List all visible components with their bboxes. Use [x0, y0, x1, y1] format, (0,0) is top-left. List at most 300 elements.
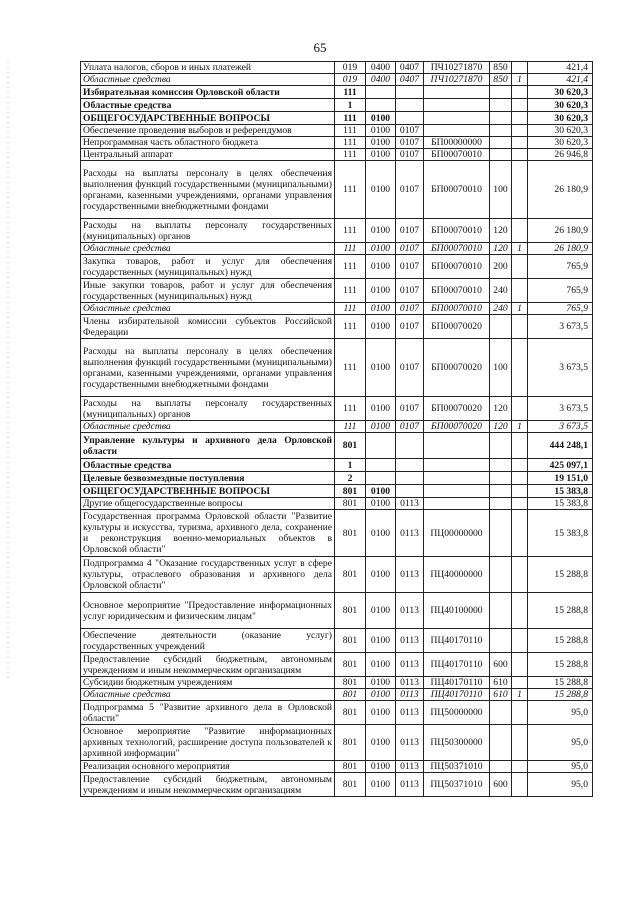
cell-vr: [490, 433, 512, 459]
cell-csr: ПЦ40000000: [424, 557, 490, 593]
cell-name: Субсидии бюджетным учреждениям: [81, 677, 335, 689]
cell-name: Уплата налогов, сборов и иных платежей: [81, 62, 335, 74]
table-row: [81, 498, 593, 510]
cell-name: Члены избирательной комиссии субъектов Российской Федерации: [81, 315, 335, 339]
cell-vr: [490, 485, 512, 498]
cell-podrazdel: [396, 472, 424, 485]
cell-vr: 600: [490, 653, 512, 677]
cell-vr: 120: [490, 397, 512, 421]
cell-amount: 15 383,8: [528, 498, 593, 510]
cell-podrazdel: 0113: [396, 761, 424, 773]
cell-podrazdel: [396, 112, 424, 125]
cell-src: [512, 593, 528, 629]
cell-vr: 200: [490, 255, 512, 279]
cell-podrazdel: 0113: [396, 510, 424, 557]
cell-podrazdel: 0107: [396, 303, 424, 315]
cell-razdel: 0100: [366, 339, 396, 397]
cell-vr: [490, 86, 512, 99]
cell-src: [512, 112, 528, 125]
cell-vr: 850: [490, 74, 512, 86]
cell-src: [512, 701, 528, 725]
cell-name: Обеспечение проведения выборов и референдумов: [81, 125, 335, 137]
cell-razdel: 0100: [366, 421, 396, 433]
cell-csr: [424, 86, 490, 99]
cell-razdel: 0100: [366, 485, 396, 498]
cell-amount: 15 288,8: [528, 557, 593, 593]
cell-ved: 019: [335, 62, 366, 74]
cell-name: Расходы на выплаты персоналу в целях обеспечения выполнения функций государственными (муниципальными) органами, казенными учреждениями, органами управления государственными внебюджетными фондами: [81, 161, 335, 219]
table-row: [81, 62, 593, 74]
cell-name: Иные закупки товаров, работ и услуг для обеспечения государственных (муниципальных) нужд: [81, 279, 335, 303]
cell-razdel: [366, 472, 396, 485]
cell-name: Областные средства: [81, 74, 335, 86]
cell-razdel: 0100: [366, 689, 396, 701]
cell-ved: 801: [335, 773, 366, 797]
page-number: 65: [313, 40, 327, 55]
table-row: [81, 315, 593, 339]
cell-podrazdel: [396, 459, 424, 472]
cell-csr: БП00070010: [424, 219, 490, 243]
cell-ved: 111: [335, 255, 366, 279]
cell-ved: 111: [335, 279, 366, 303]
table-row: [81, 243, 593, 255]
cell-amount: 15 288,8: [528, 689, 593, 701]
cell-name: Основное мероприятие "Предоставление информационных услуг юридическим и физическим лицам": [81, 593, 335, 629]
cell-name: ОБЩЕГОСУДАРСТВЕННЫЕ ВОПРОСЫ: [81, 485, 335, 498]
cell-vr: [490, 315, 512, 339]
cell-vr: [490, 472, 512, 485]
cell-amount: 15 288,8: [528, 629, 593, 653]
cell-podrazdel: 0107: [396, 219, 424, 243]
cell-podrazdel: 0107: [396, 255, 424, 279]
cell-vr: [490, 498, 512, 510]
cell-vr: 600: [490, 773, 512, 797]
cell-amount: 765,9: [528, 255, 593, 279]
cell-podrazdel: 0113: [396, 701, 424, 725]
cell-csr: ПЦ50371010: [424, 761, 490, 773]
cell-ved: 2: [335, 472, 366, 485]
table-row: [81, 219, 593, 243]
cell-name: Управление культуры и архивного дела Орловской области: [81, 433, 335, 459]
cell-name: Предоставление субсидий бюджетным, автономным учреждениям и иным некоммерческим организациям: [81, 773, 335, 797]
cell-src: [512, 761, 528, 773]
cell-name: ОБЩЕГОСУДАРСТВЕННЫЕ ВОПРОСЫ: [81, 112, 335, 125]
table-row: [81, 485, 593, 498]
cell-razdel: 0100: [366, 629, 396, 653]
cell-podrazdel: 0113: [396, 653, 424, 677]
cell-ved: 801: [335, 485, 366, 498]
cell-vr: [490, 593, 512, 629]
cell-name: Расходы на выплаты персоналу государственных (муниципальных) органов: [81, 219, 335, 243]
cell-src: [512, 629, 528, 653]
cell-amount: 15 288,8: [528, 593, 593, 629]
table-row: [81, 137, 593, 149]
cell-csr: [424, 433, 490, 459]
cell-csr: БП00070020: [424, 315, 490, 339]
table-row: [81, 303, 593, 315]
cell-razdel: 0100: [366, 243, 396, 255]
cell-razdel: 0100: [366, 677, 396, 689]
table-row: [81, 74, 593, 86]
cell-amount: 765,9: [528, 303, 593, 315]
cell-ved: 801: [335, 433, 366, 459]
cell-csr: ПЦ50300000: [424, 725, 490, 761]
cell-src: [512, 219, 528, 243]
cell-name: Областные средства: [81, 421, 335, 433]
cell-csr: ПЦ40170110: [424, 689, 490, 701]
cell-name: Предоставление субсидий бюджетным, автономным учреждениям и иным некоммерческим организациям: [81, 653, 335, 677]
cell-csr: [424, 459, 490, 472]
cell-src: [512, 459, 528, 472]
cell-podrazdel: [396, 433, 424, 459]
cell-ved: 801: [335, 653, 366, 677]
cell-csr: [424, 498, 490, 510]
cell-ved: 801: [335, 725, 366, 761]
cell-csr: [424, 472, 490, 485]
cell-podrazdel: 0107: [396, 315, 424, 339]
cell-name: Основное мероприятие "Развитие информационных архивных технологий, расширение доступа пользователей к архивной информации": [81, 725, 335, 761]
cell-ved: 801: [335, 761, 366, 773]
table-row: [81, 149, 593, 161]
cell-name: Областные средства: [81, 459, 335, 472]
cell-name: Подпрограмма 5 "Развитие архивного дела в Орловской области": [81, 701, 335, 725]
cell-vr: 100: [490, 339, 512, 397]
cell-csr: БП00000000: [424, 137, 490, 149]
cell-podrazdel: 0107: [396, 125, 424, 137]
cell-podrazdel: 0107: [396, 397, 424, 421]
cell-name: Другие общегосударственные вопросы: [81, 498, 335, 510]
cell-podrazdel: 0113: [396, 498, 424, 510]
cell-razdel: 0100: [366, 161, 396, 219]
cell-podrazdel: [396, 86, 424, 99]
cell-ved: 111: [335, 219, 366, 243]
cell-ved: 111: [335, 149, 366, 161]
cell-vr: 240: [490, 279, 512, 303]
cell-csr: [424, 99, 490, 112]
cell-amount: 95,0: [528, 725, 593, 761]
cell-src: 1: [512, 303, 528, 315]
cell-amount: 30 620,3: [528, 125, 593, 137]
cell-name: Подпрограмма 4 "Оказание государственных услуг в сфере культуры, отраслевого образования и архивного дела Орловской области": [81, 557, 335, 593]
cell-csr: ПЦ40100000: [424, 593, 490, 629]
cell-amount: 30 620,3: [528, 86, 593, 99]
table-row: [81, 112, 593, 125]
cell-vr: 850: [490, 62, 512, 74]
cell-vr: 610: [490, 689, 512, 701]
table-row: [81, 629, 593, 653]
cell-razdel: 0100: [366, 315, 396, 339]
cell-csr: ПЦ40170110: [424, 677, 490, 689]
cell-amount: 19 151,0: [528, 472, 593, 485]
cell-razdel: 0100: [366, 255, 396, 279]
cell-src: 1: [512, 243, 528, 255]
cell-amount: 26 180,9: [528, 161, 593, 219]
table-row: [81, 397, 593, 421]
cell-vr: [490, 125, 512, 137]
cell-name: Расходы на выплаты персоналу в целях обеспечения выполнения функций государственными (муниципальными) органами, казенными учреждениями, органами управления государственными внебюджетными фондами: [81, 339, 335, 397]
cell-ved: 1: [335, 459, 366, 472]
cell-ved: 801: [335, 701, 366, 725]
cell-csr: ПЦ00000000: [424, 510, 490, 557]
cell-vr: 100: [490, 161, 512, 219]
cell-src: [512, 149, 528, 161]
cell-amount: 30 620,3: [528, 99, 593, 112]
cell-podrazdel: 0113: [396, 629, 424, 653]
cell-name: Непрограммная часть областного бюджета: [81, 137, 335, 149]
cell-name: Центральный аппарат: [81, 149, 335, 161]
table-row: [81, 701, 593, 725]
cell-razdel: 0100: [366, 761, 396, 773]
cell-podrazdel: 0113: [396, 557, 424, 593]
cell-razdel: 0400: [366, 62, 396, 74]
cell-amount: 26 180,9: [528, 243, 593, 255]
budget-table-container: [80, 61, 592, 797]
cell-podrazdel: [396, 99, 424, 112]
cell-podrazdel: 0107: [396, 339, 424, 397]
cell-razdel: 0100: [366, 498, 396, 510]
cell-vr: [490, 761, 512, 773]
table-row: [81, 593, 593, 629]
cell-src: [512, 485, 528, 498]
cell-name: Расходы на выплаты персоналу государственных (муниципальных) органов: [81, 397, 335, 421]
cell-csr: ПЦ50371010: [424, 773, 490, 797]
cell-csr: БП00070010: [424, 303, 490, 315]
cell-src: [512, 125, 528, 137]
table-row: [81, 557, 593, 593]
cell-name: Реализация основного мероприятия: [81, 761, 335, 773]
cell-src: [512, 279, 528, 303]
table-row: [81, 86, 593, 99]
cell-csr: БП00070010: [424, 279, 490, 303]
cell-amount: 15 383,8: [528, 485, 593, 498]
cell-name: Областные средства: [81, 99, 335, 112]
cell-vr: 120: [490, 219, 512, 243]
cell-csr: [424, 112, 490, 125]
cell-amount: 30 620,3: [528, 112, 593, 125]
cell-podrazdel: 0107: [396, 161, 424, 219]
cell-src: [512, 62, 528, 74]
cell-podrazdel: 0113: [396, 725, 424, 761]
cell-amount: 95,0: [528, 773, 593, 797]
cell-src: 1: [512, 421, 528, 433]
cell-vr: [490, 137, 512, 149]
cell-amount: 421,4: [528, 62, 593, 74]
cell-podrazdel: 0407: [396, 74, 424, 86]
cell-razdel: [366, 86, 396, 99]
table-row: [81, 459, 593, 472]
cell-razdel: 0100: [366, 112, 396, 125]
cell-amount: 15 383,8: [528, 510, 593, 557]
cell-vr: [490, 510, 512, 557]
cell-podrazdel: 0113: [396, 593, 424, 629]
cell-amount: 425 097,1: [528, 459, 593, 472]
cell-csr: [424, 125, 490, 137]
cell-razdel: [366, 459, 396, 472]
cell-csr: ПЦ40170110: [424, 629, 490, 653]
cell-ved: 111: [335, 161, 366, 219]
cell-src: [512, 773, 528, 797]
cell-amount: 3 673,5: [528, 315, 593, 339]
table-row: [81, 279, 593, 303]
cell-ved: 801: [335, 593, 366, 629]
cell-csr: БП00070020: [424, 397, 490, 421]
cell-vr: [490, 629, 512, 653]
table-row: [81, 773, 593, 797]
cell-src: [512, 510, 528, 557]
cell-ved: 111: [335, 315, 366, 339]
cell-podrazdel: 0107: [396, 421, 424, 433]
cell-ved: 801: [335, 629, 366, 653]
cell-ved: 111: [335, 86, 366, 99]
cell-src: [512, 433, 528, 459]
cell-vr: 610: [490, 677, 512, 689]
cell-amount: 3 673,5: [528, 397, 593, 421]
cell-vr: [490, 459, 512, 472]
budget-table: [80, 61, 593, 797]
cell-podrazdel: 0113: [396, 677, 424, 689]
cell-csr: БП00070020: [424, 421, 490, 433]
cell-ved: 111: [335, 137, 366, 149]
cell-razdel: 0100: [366, 125, 396, 137]
cell-razdel: 0100: [366, 510, 396, 557]
cell-src: [512, 339, 528, 397]
table-row: [81, 125, 593, 137]
cell-vr: [490, 701, 512, 725]
cell-ved: 111: [335, 339, 366, 397]
cell-razdel: 0100: [366, 137, 396, 149]
cell-razdel: 0100: [366, 701, 396, 725]
cell-razdel: 0100: [366, 279, 396, 303]
binding-dots: [6, 60, 10, 680]
cell-src: [512, 725, 528, 761]
cell-vr: 120: [490, 421, 512, 433]
cell-name: Обеспечение деятельности (оказание услуг) государственных учреждений: [81, 629, 335, 653]
cell-src: [512, 137, 528, 149]
cell-amount: 765,9: [528, 279, 593, 303]
cell-src: [512, 498, 528, 510]
cell-src: [512, 315, 528, 339]
cell-name: Закупка товаров, работ и услуг для обеспечения государственных (муниципальных) нужд: [81, 255, 335, 279]
table-row: [81, 761, 593, 773]
cell-podrazdel: 0107: [396, 279, 424, 303]
table-row: [81, 510, 593, 557]
cell-ved: 111: [335, 397, 366, 421]
table-row: [81, 472, 593, 485]
table-row: [81, 433, 593, 459]
cell-src: [512, 557, 528, 593]
cell-razdel: 0400: [366, 74, 396, 86]
cell-ved: 111: [335, 243, 366, 255]
cell-ved: 801: [335, 677, 366, 689]
cell-podrazdel: [396, 485, 424, 498]
cell-podrazdel: 0107: [396, 149, 424, 161]
cell-ved: 111: [335, 421, 366, 433]
cell-name: Избирательная комиссия Орловской области: [81, 86, 335, 99]
cell-ved: 801: [335, 689, 366, 701]
cell-csr: БП00070020: [424, 339, 490, 397]
table-row: [81, 677, 593, 689]
cell-razdel: 0100: [366, 397, 396, 421]
cell-vr: [490, 725, 512, 761]
cell-csr: БП00070010: [424, 161, 490, 219]
cell-amount: 444 248,1: [528, 433, 593, 459]
cell-podrazdel: 0107: [396, 243, 424, 255]
cell-csr: ПЦ50000000: [424, 701, 490, 725]
cell-razdel: [366, 99, 396, 112]
cell-razdel: 0100: [366, 725, 396, 761]
cell-razdel: 0100: [366, 593, 396, 629]
cell-razdel: 0100: [366, 149, 396, 161]
cell-name: Государственная программа Орловской области "Развитие культуры и искусства, туризма, архивного дела, сохранение и реконструкция военно-мемориальных объектов в Орловской области": [81, 510, 335, 557]
cell-razdel: 0100: [366, 773, 396, 797]
cell-csr: ПЧ10271870: [424, 62, 490, 74]
cell-src: 1: [512, 689, 528, 701]
cell-name: Целевые безвозмездные поступления: [81, 472, 335, 485]
cell-vr: [490, 557, 512, 593]
cell-amount: 15 288,8: [528, 677, 593, 689]
cell-src: [512, 472, 528, 485]
cell-ved: 111: [335, 125, 366, 137]
table-row: [81, 653, 593, 677]
cell-ved: 801: [335, 557, 366, 593]
cell-amount: 95,0: [528, 701, 593, 725]
cell-amount: 95,0: [528, 761, 593, 773]
cell-src: [512, 653, 528, 677]
cell-src: [512, 99, 528, 112]
cell-amount: 26 946,8: [528, 149, 593, 161]
cell-razdel: 0100: [366, 557, 396, 593]
table-row: [81, 421, 593, 433]
table-row: [81, 161, 593, 219]
cell-podrazdel: 0107: [396, 137, 424, 149]
cell-amount: 15 288,8: [528, 653, 593, 677]
cell-src: [512, 161, 528, 219]
cell-name: Областные средства: [81, 243, 335, 255]
cell-vr: 240: [490, 303, 512, 315]
table-row: [81, 339, 593, 397]
cell-vr: 120: [490, 243, 512, 255]
cell-amount: 3 673,5: [528, 421, 593, 433]
cell-razdel: [366, 433, 396, 459]
cell-ved: 801: [335, 510, 366, 557]
cell-podrazdel: 0407: [396, 62, 424, 74]
cell-csr: БП00070010: [424, 243, 490, 255]
cell-vr: [490, 99, 512, 112]
cell-src: [512, 86, 528, 99]
budget-table-body: [81, 62, 593, 797]
cell-csr: ПЦ40170110: [424, 653, 490, 677]
cell-amount: 26 180,9: [528, 219, 593, 243]
cell-src: [512, 677, 528, 689]
cell-csr: [424, 485, 490, 498]
cell-razdel: 0100: [366, 303, 396, 315]
table-row: [81, 99, 593, 112]
cell-podrazdel: 0113: [396, 773, 424, 797]
cell-amount: 421,4: [528, 74, 593, 86]
cell-csr: БП00070010: [424, 149, 490, 161]
cell-ved: 111: [335, 112, 366, 125]
table-row: [81, 725, 593, 761]
cell-ved: 1: [335, 99, 366, 112]
cell-name: Областные средства: [81, 689, 335, 701]
cell-vr: [490, 149, 512, 161]
cell-csr: ПЧ10271870: [424, 74, 490, 86]
cell-razdel: 0100: [366, 653, 396, 677]
cell-src: [512, 397, 528, 421]
cell-csr: БП00070010: [424, 255, 490, 279]
cell-ved: 801: [335, 498, 366, 510]
cell-name: Областные средства: [81, 303, 335, 315]
